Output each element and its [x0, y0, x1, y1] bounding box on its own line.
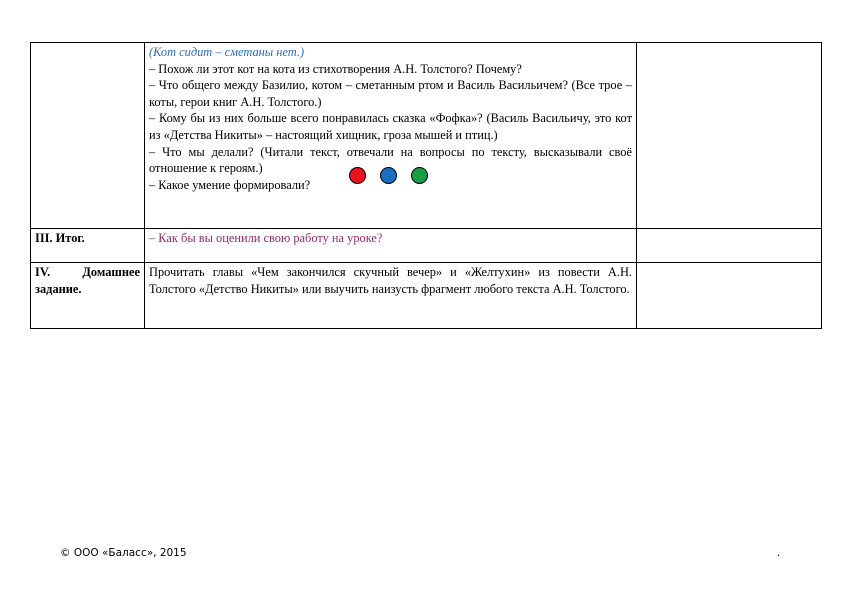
question-text: – Похож ли этот кот на кота из стихотворения А.Н. Толстого? Почему? [149, 61, 522, 76]
table-row [31, 43, 822, 229]
red-circle-icon [349, 167, 366, 184]
green-circle-icon [411, 167, 428, 184]
question-text: – Что общего между Базилио, котом – сметанным ртом и Василь Васильичем? (Все трое – коты, герои книг А.Н. Толстого.) [149, 78, 632, 109]
stage-cell [31, 43, 145, 229]
footer-mark: . [777, 547, 781, 559]
footer-copyright: © ООО «Баласс», 2015 [60, 547, 187, 559]
content-cell: Прочитать главы «Чем закончился скучный вечер» и «Желтухин» из повести А.Н. Толстого «Детство Никиты» или выучить наизусть фрагмент любого текста А.Н. Толстого. [145, 263, 637, 329]
italic-lead-text: (Кот сидит – сметаны нет.) [149, 45, 305, 59]
content-cell: – Как бы вы оценили свою работу на уроке? [145, 229, 637, 263]
content-cell [145, 43, 637, 229]
lesson-plan-table [30, 42, 822, 329]
question-text: – Кому бы из них больше всего понравилась сказка «Фофка»? (Василь Васильичу, это кот из «Детства Никиты» – настоящий хищник, гроза мышей и птиц.) [149, 111, 632, 142]
table-row [31, 229, 822, 263]
stage-title: III. Итог. [31, 229, 145, 263]
question-text: – Что мы делали? (Читали текст, отвечали на вопросы по тексту, высказывали своё отношение к героям.) [149, 144, 632, 176]
last-question [149, 177, 632, 194]
color-circles [349, 167, 428, 184]
blue-circle-icon [380, 167, 397, 184]
notes-cell [637, 43, 822, 229]
notes-cell [637, 263, 822, 329]
question-text: – Какое умение формировали? [149, 177, 311, 192]
notes-cell [637, 229, 822, 263]
table-row [31, 263, 822, 329]
stage-title: IV. Домашнее задание. [31, 263, 145, 329]
